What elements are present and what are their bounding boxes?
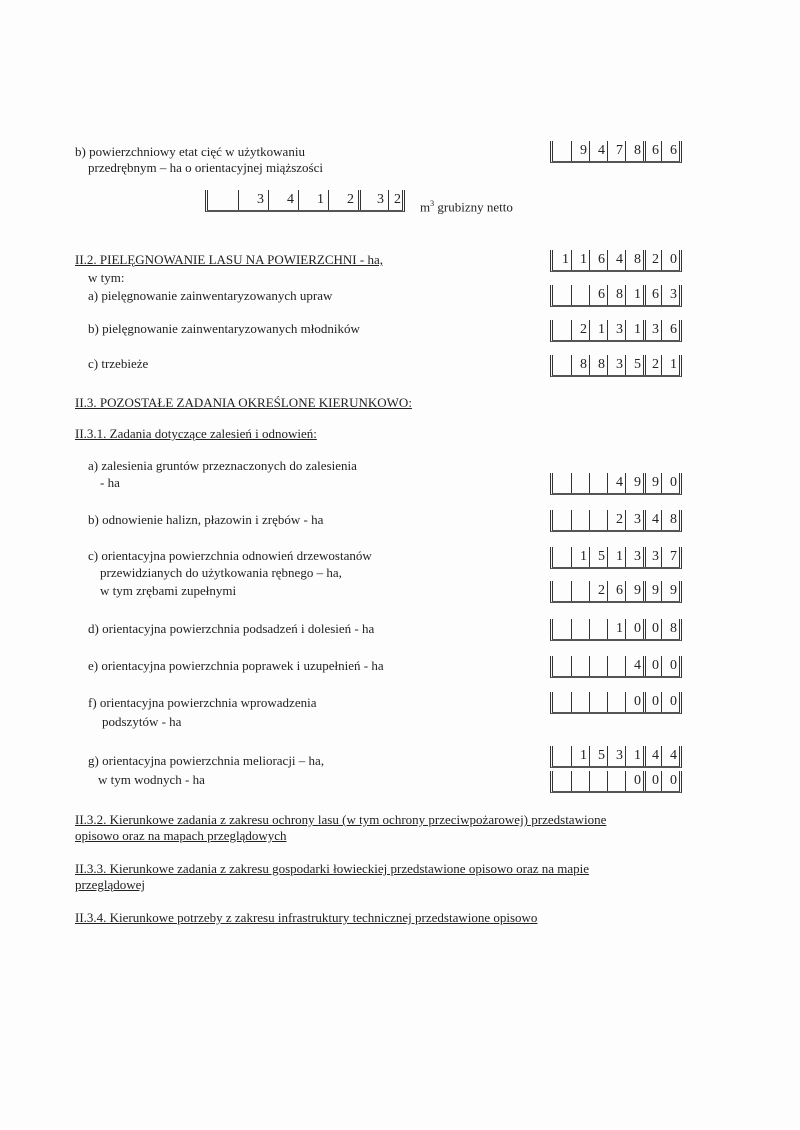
digit-cell: 2 — [643, 355, 661, 375]
digit-cell: 9 — [643, 473, 661, 493]
digit-cell — [571, 619, 589, 639]
digit-cell: 7 — [607, 141, 625, 161]
item-label: a) pielęgnowanie zainwentaryzowanych upraw — [88, 288, 333, 303]
item-label: d) orientacyjna powierzchnia podsadzeń i dolesień - ha — [88, 621, 375, 636]
digit-cell: 4 — [661, 746, 679, 766]
unit-rest: grubizny netto — [434, 199, 513, 215]
digit-cell: 6 — [661, 320, 679, 340]
digit-cell: 1 — [661, 355, 679, 375]
digit-box — [550, 692, 682, 714]
digit-cell: 8 — [607, 285, 625, 305]
digit-cell: 2 — [571, 320, 589, 340]
digit-cell: 6 — [589, 250, 607, 270]
digit-box — [550, 619, 682, 641]
digit-cell: 9 — [625, 473, 643, 493]
digit-box — [550, 547, 682, 569]
digit-box — [550, 473, 682, 495]
digit-cell: 2 — [589, 581, 607, 601]
digit-cell: 3 — [607, 355, 625, 375]
volume-unit — [420, 196, 513, 215]
item-label: c) trzebieże — [88, 356, 149, 371]
unit: m — [420, 199, 431, 215]
digit-cell: 7 — [661, 547, 679, 567]
digit-cell: 3 — [643, 320, 661, 340]
digit-cell: 2 — [328, 190, 358, 210]
digit-cell — [553, 771, 571, 791]
digit-cell — [553, 692, 571, 712]
digit-cell: 0 — [625, 619, 643, 639]
digit-cell: 9 — [625, 581, 643, 601]
digit-box — [550, 656, 682, 678]
digit-cell — [553, 320, 571, 340]
digit-cell — [553, 547, 571, 567]
digit-cell: 4 — [589, 141, 607, 161]
digit-cell: 6 — [643, 285, 661, 305]
digit-cell — [553, 510, 571, 530]
digit-cell: 5 — [625, 355, 643, 375]
digit-cell — [208, 190, 238, 210]
digit-cell: 1 — [562, 252, 569, 267]
digit-cell: 1 — [607, 547, 625, 567]
digit-cell — [607, 771, 625, 791]
w-tym-label: w tym: — [88, 270, 125, 285]
digit-cell — [589, 619, 607, 639]
item-label: g) orientacyjna powierzchnia melioracji – ha, — [88, 753, 325, 768]
item-label: e) orientacyjna powierzchnia poprawek i uzupełnień - ha — [88, 658, 384, 673]
digit-box — [550, 581, 682, 603]
digit-cell: 5 — [589, 547, 607, 567]
digit-cell: 4 — [607, 473, 625, 493]
digit-cell — [553, 619, 571, 639]
section-ii333-l1: II.3.3. Kierunkowe zadania z zakresu gospodarki łowieckiej przedstawione opisowo oraz na mapie — [75, 861, 590, 876]
digit-cell: 0 — [661, 656, 679, 676]
digit-cell: 0 — [661, 473, 679, 493]
digit-cell: 0 — [643, 656, 661, 676]
section-ii2-title: II.2. PIELĘGNOWANIE LASU NA POWIERZCHNI - ha, — [75, 252, 383, 267]
digit-cell: 1 — [571, 746, 589, 766]
item-label: w tym wodnych - ha — [98, 772, 205, 787]
etat-label-1: b) powierzchniowy etat cięć w użytkowaniu — [75, 144, 305, 159]
digit-cell: 8 — [625, 141, 643, 161]
digit-cell: 4 — [607, 250, 625, 270]
digit-cell: 3 — [643, 547, 661, 567]
digit-cell: 8 — [625, 250, 643, 270]
digit-cell: 3 — [238, 190, 268, 210]
digit-cell: 6 — [643, 141, 661, 161]
digit-cell: 6 — [661, 141, 679, 161]
item-label: c) orientacyjna powierzchnia odnowień drzewostanów — [88, 548, 372, 563]
digit-cell: 4 — [643, 746, 661, 766]
digit-cell: 1 — [607, 619, 625, 639]
digit-cell: 1 — [298, 190, 328, 210]
item-label: przewidzianych do użytkowania rębnego – ha, — [100, 565, 342, 580]
digit-cell: 5 — [589, 746, 607, 766]
digit-cell: 4 — [625, 656, 643, 676]
digit-cell: 4 — [643, 510, 661, 530]
digit-cell: 8 — [571, 355, 589, 375]
digit-cell: 1 — [625, 285, 643, 305]
digit-cell — [571, 581, 589, 601]
digit-cell — [553, 473, 571, 493]
digit-cell — [607, 656, 625, 676]
digit-box — [550, 285, 682, 307]
item-label: b) odnowienie halizn, płazowin i zrębów - ha — [88, 512, 324, 527]
etat-label-2: przedrębnym – ha o orientacyjnej miąższości — [88, 160, 323, 175]
volume-digit-box — [205, 190, 405, 212]
digit-cell — [571, 285, 589, 305]
digit-cell: 6 — [607, 581, 625, 601]
item-label: b) pielęgnowanie zainwentaryzowanych młodników — [88, 321, 360, 336]
digit-cell: 0 — [661, 771, 679, 791]
digit-cell — [589, 771, 607, 791]
section-ii332-l2: opisowo oraz na mapach przeglądowych — [75, 828, 287, 843]
section-ii31-title: II.3.1. Zadania dotyczące zalesień i odnowień: — [75, 426, 317, 441]
item-label: w tym zrębami zupełnymi — [100, 583, 237, 598]
digit-box — [550, 746, 682, 768]
digit-cell: 0 — [661, 250, 679, 270]
digit-box — [550, 320, 682, 342]
digit-cell — [571, 656, 589, 676]
digit-cell — [589, 510, 607, 530]
digit-cell: 1 — [571, 250, 589, 270]
digit-box — [550, 141, 682, 163]
digit-box — [550, 771, 682, 793]
digit-box — [550, 250, 682, 272]
section-ii3-title: II.3. POZOSTAŁE ZADANIA OKREŚLONE KIERUNKOWO: — [75, 395, 412, 410]
digit-cell: 9 — [661, 581, 679, 601]
digit-cell — [589, 692, 607, 712]
digit-cell: 8 — [661, 510, 679, 530]
digit-cell — [571, 771, 589, 791]
digit-cell: 1 — [625, 320, 643, 340]
digit-cell — [607, 692, 625, 712]
digit-cell: 0 — [643, 692, 661, 712]
digit-cell: 3 — [661, 285, 679, 305]
digit-cell — [571, 692, 589, 712]
digit-cell — [553, 141, 571, 161]
digit-cell: 1 — [571, 547, 589, 567]
section-ii332-l1: II.3.2. Kierunkowe zadania z zakresu ochrony lasu (w tym ochrony przeciwpożarowej) przedstawione — [75, 812, 607, 827]
digit-box — [550, 355, 682, 377]
digit-cell: 2 — [607, 510, 625, 530]
digit-cell — [553, 355, 571, 375]
digit-cell — [553, 656, 571, 676]
item-label: - ha — [100, 475, 120, 490]
digit-cell: 0 — [661, 692, 679, 712]
digit-cell: 0 — [643, 771, 661, 791]
digit-cell: 4 — [268, 190, 298, 210]
unit-sup: 3 — [430, 199, 435, 208]
digit-cell — [553, 581, 571, 601]
digit-cell: 3 — [625, 547, 643, 567]
digit-cell: 3 — [607, 320, 625, 340]
digit-cell: 1 — [589, 320, 607, 340]
digit-cell: 2 — [643, 250, 661, 270]
digit-cell: 3 — [625, 510, 643, 530]
digit-cell: 9 — [571, 141, 589, 161]
digit-cell: 0 — [625, 771, 643, 791]
digit-cell: 0 — [625, 692, 643, 712]
digit-cell — [589, 473, 607, 493]
digit-cell: 1 — [625, 746, 643, 766]
digit-cell: 8 — [589, 355, 607, 375]
digit-cell: 2 — [388, 190, 402, 210]
digit-cell — [553, 746, 571, 766]
section-ii334: II.3.4. Kierunkowe potrzeby z zakresu infrastruktury technicznej przedstawione opisowo — [75, 910, 538, 925]
digit-cell — [571, 473, 589, 493]
digit-cell: 6 — [589, 285, 607, 305]
item-label: podszytów - ha — [102, 714, 182, 729]
item-label: f) orientacyjna powierzchnia wprowadzenia — [88, 695, 317, 710]
digit-cell: 3 — [358, 190, 388, 210]
digit-cell — [553, 285, 571, 305]
section-ii333-l2: przeglądowej — [75, 877, 146, 892]
digit-cell — [589, 656, 607, 676]
digit-box — [550, 510, 682, 532]
digit-cell: 3 — [607, 746, 625, 766]
digit-cell — [571, 510, 589, 530]
digit-cell: 0 — [643, 619, 661, 639]
item-label: a) zalesienia gruntów przeznaczonych do zalesienia — [88, 458, 357, 473]
digit-cell: 8 — [661, 619, 679, 639]
digit-cell: 9 — [643, 581, 661, 601]
